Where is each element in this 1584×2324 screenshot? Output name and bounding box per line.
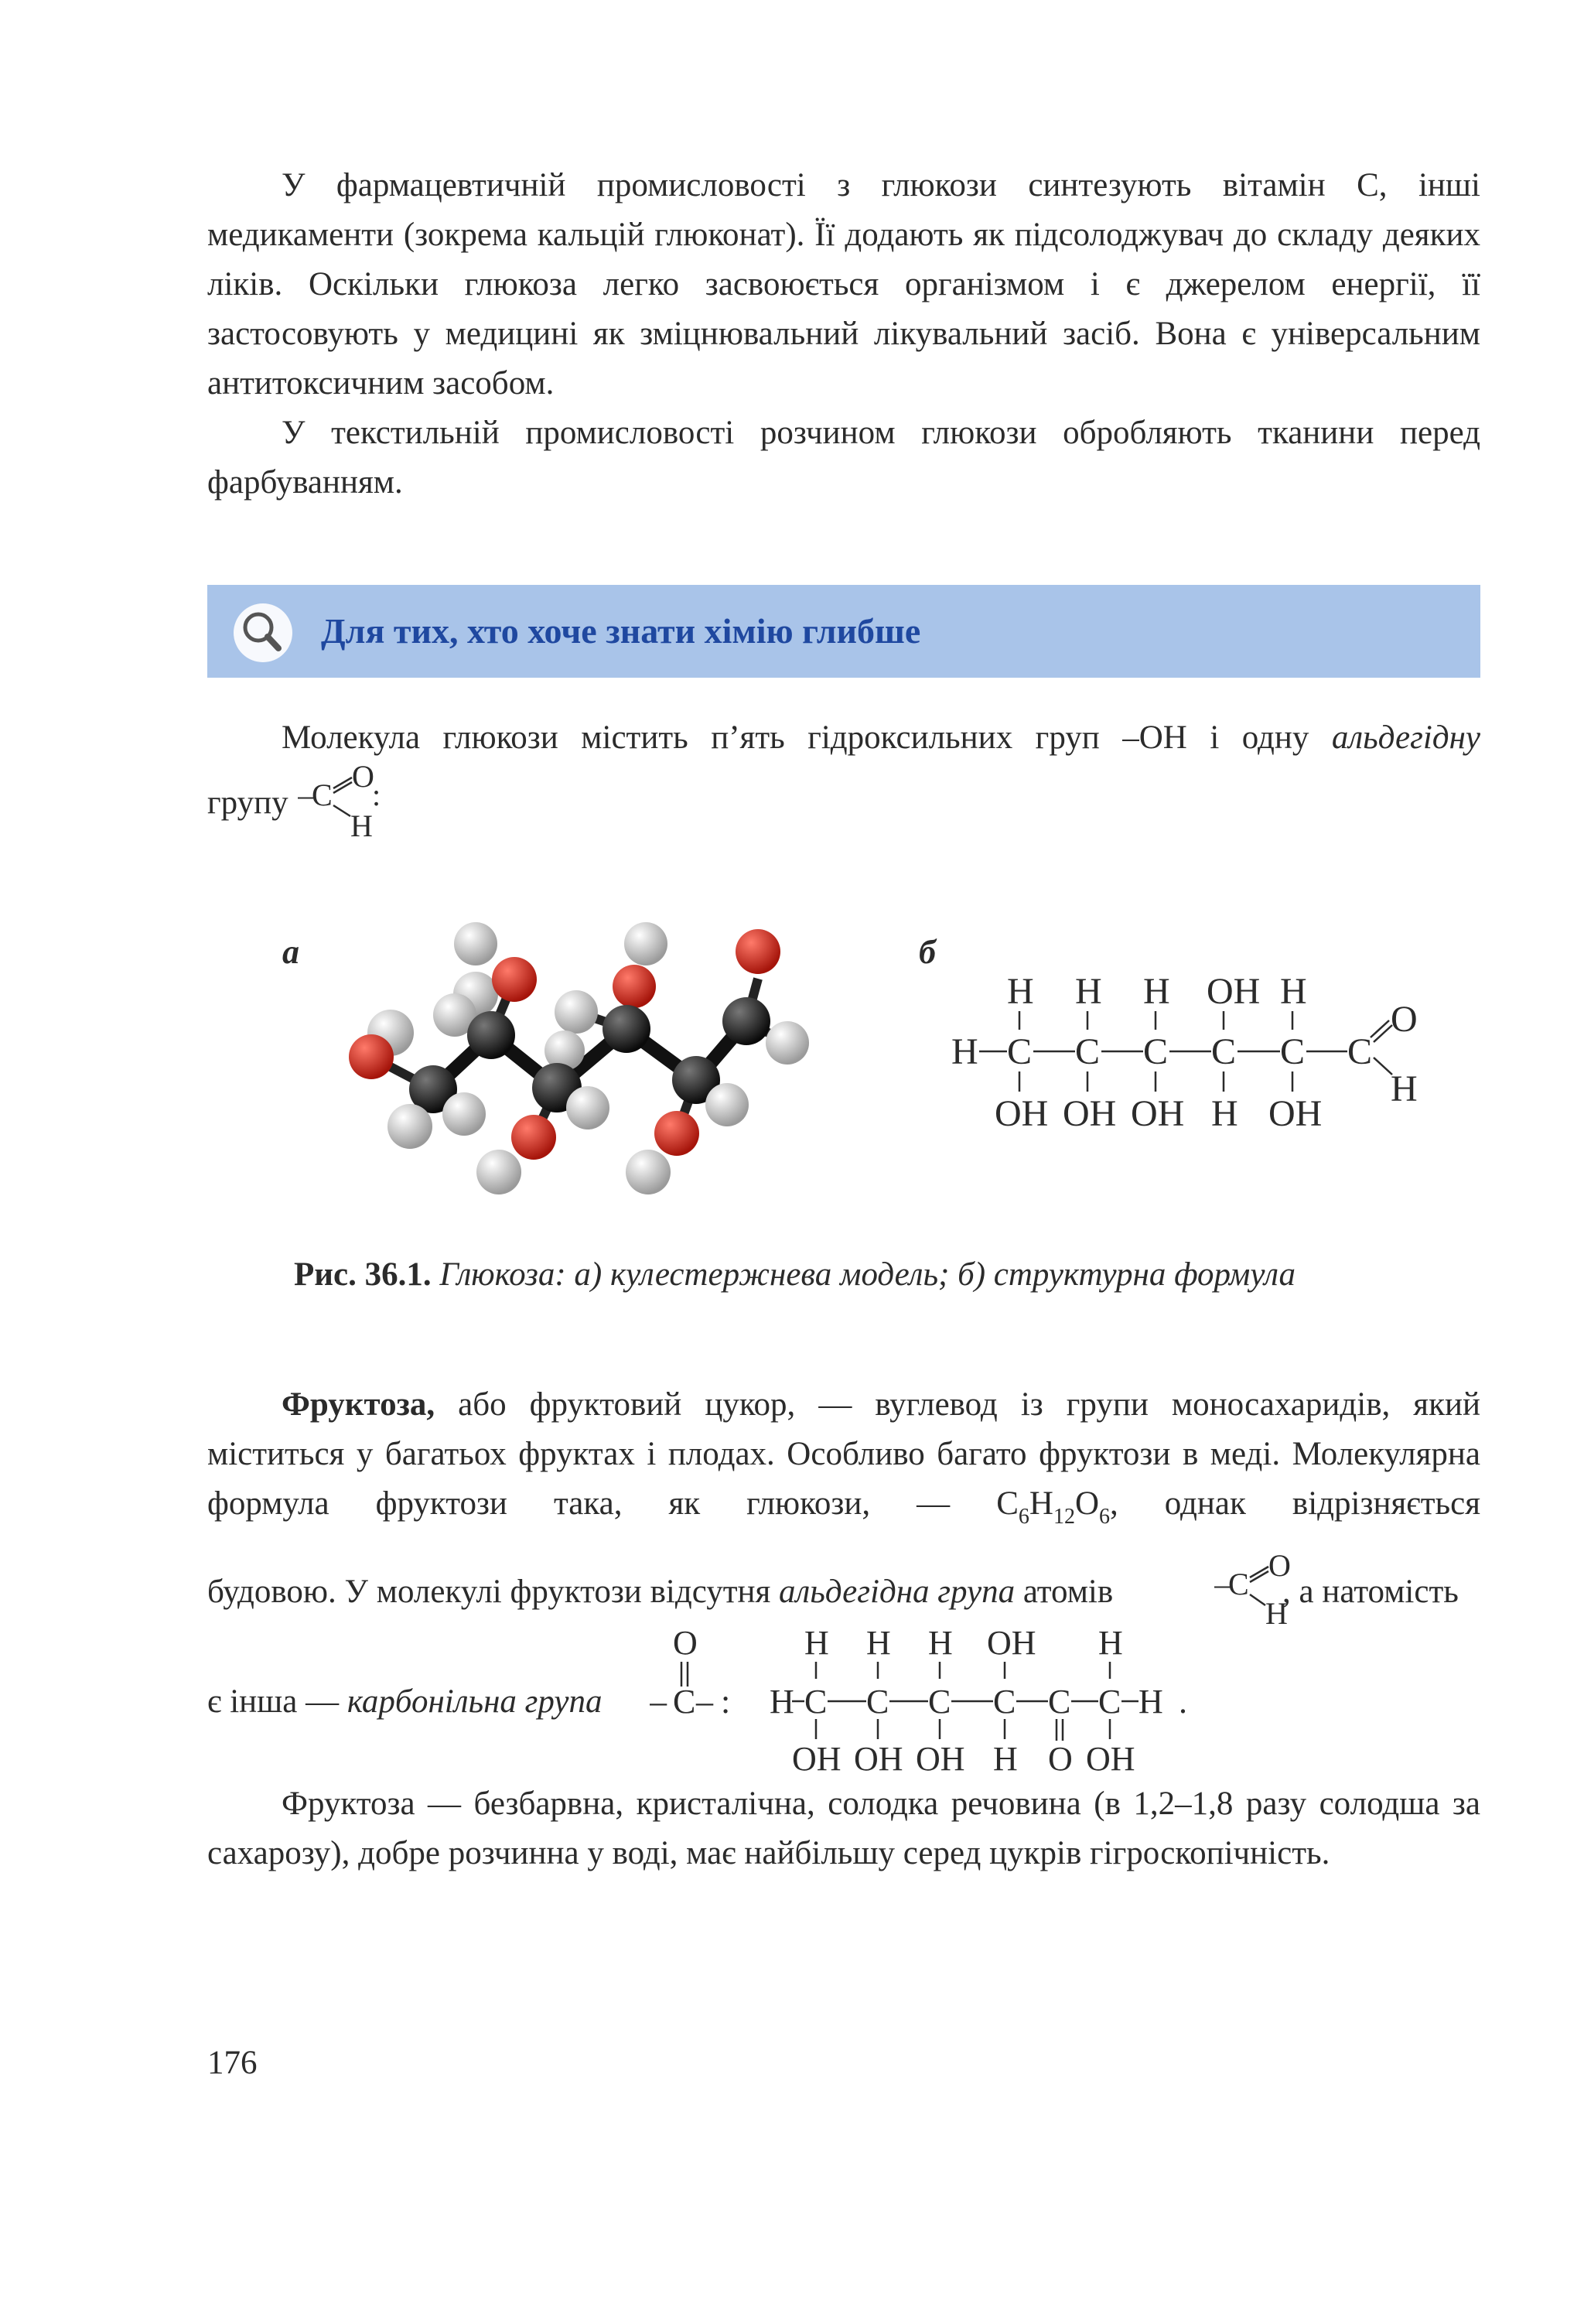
svg-text:C: C [1143,1031,1169,1072]
svg-text:C: C [928,1683,951,1721]
svg-text:H: H [1211,1093,1238,1134]
svg-text:O: O [1268,1548,1291,1583]
svg-text:C: C [1075,1031,1101,1072]
svg-text:H: H [1265,1596,1288,1629]
glucose-groups-text: Молекула глюкози містить п’ять гідроксильних груп –ОН і одну [282,719,1332,756]
svg-text:H: H [804,1624,829,1662]
banner-title: Для тих, хто хоче знати хімію глибше [321,611,921,651]
svg-text::: : [372,778,381,812]
svg-text:H: H [951,1031,978,1072]
svg-text:H: H [1075,971,1102,1012]
svg-text:C: C [866,1683,889,1721]
svg-text:OH: OH [916,1740,965,1778]
svg-text:H: H [1138,1683,1163,1721]
fructose-line-2: будовою. У молекулі фруктози відсутня альдегідна група атомів [207,1574,1114,1610]
caption-label: Рис. 36.1. [294,1256,432,1293]
paragraph-fructose-properties: Фруктоза — безбарвна, кристалічна, солодка речовина (в 1,2–1,8 разу солодша за сахарозу), добре розчинна у воді, має найбільшу серед цукрів гігроскопічність. [207,1786,1480,1871]
svg-text:OH: OH [854,1740,903,1778]
molecular-formula: $C_6H_{12}O_6$ [996,1485,1110,1529]
svg-text:C: C [804,1683,828,1721]
svg-text:H: H [1143,971,1170,1012]
svg-text:H: H [1098,1624,1123,1662]
paragraph-textile: У текстильній промисловості розчином глюкози обробляють тканини перед фарбуванням. [207,415,1480,501]
svg-text:H: H [1007,971,1034,1012]
glucose-ball-stick-model [325,905,835,1215]
caption-text: Глюкоза: а) кулестержнева модель; б) структурна формула [439,1256,1296,1293]
svg-text:OH: OH [1131,1093,1185,1134]
svg-text:OH: OH [1268,1093,1323,1134]
group-word: групу [207,784,288,821]
svg-text:H: H [770,1683,794,1721]
svg-text:H: H [1280,971,1307,1012]
paragraph-fructose [207,1380,1480,1542]
svg-text:O: O [352,762,374,794]
figure-label-a: а [282,933,299,971]
svg-text::: : [721,1683,731,1721]
figure-label-b: б [919,933,936,971]
svg-text:C: C [1048,1683,1071,1721]
svg-text:C: C [993,1683,1016,1721]
svg-text:H: H [928,1624,953,1662]
fructose-structural-formula [650,1623,1207,1778]
paragraph-glucose-groups [207,713,1480,763]
svg-text:C: C [1347,1031,1373,1072]
fructose-line-2-end: , а натомість [1282,1574,1459,1610]
glucose-structural-formula [951,971,1462,1149]
fructose-text: або фруктовий цукор, — вуглевод із групи моносахаридів, який міститься у багатьох фруктах і плодах. Особливо багато фруктози в меді. Молекулярна формула фруктози така, як глюкози, — [207,1386,1480,1522]
svg-text:–: – [1214,1567,1230,1601]
aldehyde-group-formula [298,762,402,847]
carbonyl-group-term: карбонільна група [346,1683,603,1720]
figure-caption [294,1250,1296,1300]
fructose-text-2: , однак відрізняється [1110,1485,1480,1522]
svg-text:H: H [993,1740,1018,1778]
svg-text:–: – [650,1683,667,1721]
svg-text:C: C [1280,1031,1306,1072]
page-number: 176 [207,2045,258,2081]
svg-text:O: O [1048,1740,1073,1778]
svg-text:OH: OH [1207,971,1261,1012]
svg-text:C: C [1098,1683,1121,1721]
svg-text:.: . [1179,1683,1187,1721]
svg-text:C: C [1228,1567,1249,1601]
svg-text:C: C [1007,1031,1033,1072]
svg-text:OH: OH [987,1624,1036,1662]
paragraph-pharmacy: У фармацевтичній промисловості з глюкози синтезують вітамін С, інші медикаменти (зокрема кальцій глюконат). Її додають як підсолоджувач до складу деяких ліків. Оскільки глюкоза легко засвоюється організмом і є джерелом енергії, її застосовують у медицині як зміцнювальний лікувальний засіб. Вона є універсальним антитоксичним засобом. [207,167,1480,402]
svg-text:OH: OH [792,1740,842,1778]
svg-text:H: H [866,1624,891,1662]
svg-text:O: O [673,1624,698,1662]
deep-chemistry-banner [207,585,1480,678]
fructose-line-3: є інша — карбонільна група [207,1683,603,1720]
svg-text:C: C [1211,1031,1237,1072]
aldehyde-group-term: альдегідна група [779,1574,1016,1610]
svg-text:O: O [1391,999,1418,1040]
svg-text:OH: OH [1086,1740,1135,1778]
svg-text:H: H [350,808,373,843]
aldehyde-term: альдегідну [1331,719,1480,756]
svg-text:C: C [673,1683,696,1721]
svg-text:–: – [298,778,313,812]
svg-text:OH: OH [995,1093,1049,1134]
magnifier-icon [232,602,294,668]
svg-text:H: H [1391,1068,1418,1109]
svg-text:OH: OH [1063,1093,1117,1134]
fructose-term: Фруктоза, [282,1386,435,1423]
svg-text:–: – [696,1683,713,1721]
svg-text:C: C [312,778,333,812]
